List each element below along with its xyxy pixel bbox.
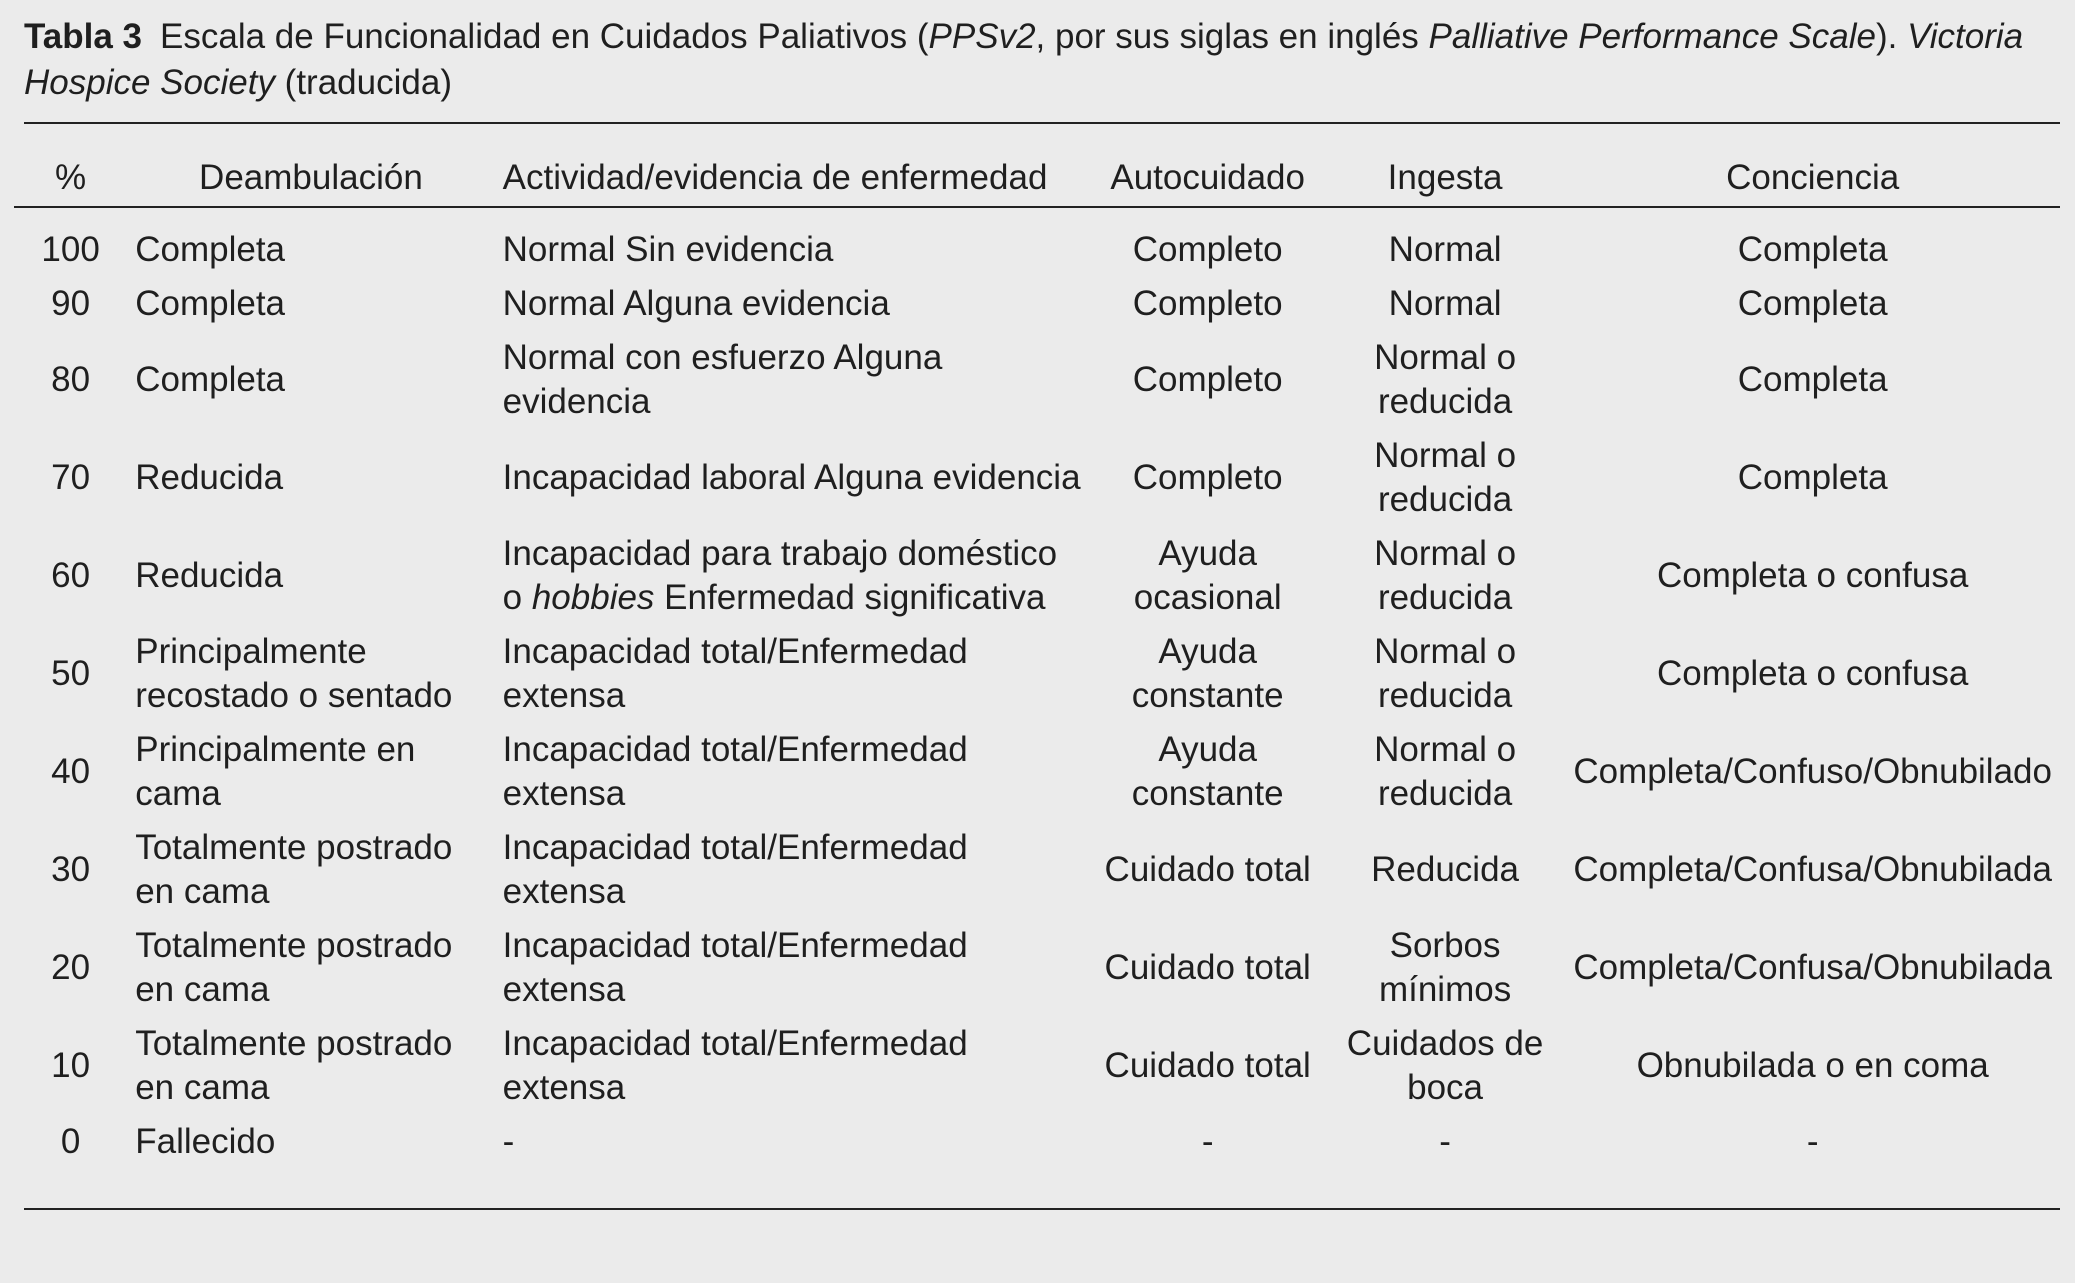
cell-autocuidado: Ayuda ocasional — [1133, 534, 1282, 617]
cell-percent: 0 — [60, 1122, 81, 1161]
cell-conciencia: Completa/Confusa/Obnubilada — [1573, 850, 2052, 889]
cell-deambulacion: Completa — [135, 360, 286, 399]
cell-autocuidado: Completo — [1132, 284, 1283, 323]
cell-percent: 90 — [51, 284, 91, 323]
cell-percent: 40 — [51, 752, 91, 791]
cell-percent: 70 — [51, 458, 91, 497]
cell-percent: 10 — [51, 1046, 91, 1085]
table-row — [14, 625, 2060, 723]
cell-conciencia: Obnubilada o en coma — [1636, 1046, 1989, 1085]
cell-ingesta: Normal o reducida — [1374, 534, 1517, 617]
table-row — [14, 208, 2060, 277]
cell-actividad: Incapacidad laboral Alguna evidencia — [502, 458, 1081, 497]
cell-ingesta: Normal o reducida — [1374, 338, 1517, 421]
cell-autocuidado: Completo — [1132, 360, 1283, 399]
header-row — [14, 148, 2060, 208]
cell-deambulacion: Completa — [135, 284, 286, 323]
cell-conciencia: Completa — [1737, 360, 1888, 399]
caption-text: ). — [1875, 17, 1908, 56]
cell-autocuidado: Cuidado total — [1104, 948, 1311, 987]
cell-actividad: Normal Sin evidencia — [502, 230, 834, 269]
cell-percent: 20 — [51, 948, 91, 987]
cell-autocuidado: Ayuda constante — [1131, 632, 1284, 715]
col-header-deambulacion: Deambulación — [199, 158, 423, 197]
cell-ingesta: Cuidados de boca — [1346, 1024, 1544, 1107]
top-rule — [24, 122, 2060, 124]
table-row — [14, 1017, 2060, 1115]
cell-actividad: Incapacidad total/Enfermedad extensa — [502, 1024, 968, 1107]
cell-autocuidado: Completo — [1132, 458, 1283, 497]
cell-conciencia: - — [1806, 1122, 1819, 1161]
cell-deambulacion: Reducida — [135, 458, 284, 497]
cell-actividad: Normal Alguna evidencia — [502, 284, 890, 323]
col-header-conciencia: Conciencia — [1726, 158, 1900, 197]
caption-text: (traducida) — [274, 63, 452, 102]
table-row — [14, 429, 2060, 527]
caption-abbreviation: PPSv2 — [928, 17, 1036, 56]
cell-deambulacion: Totalmente postrado en cama — [135, 926, 453, 1009]
cell-actividad: Normal con esfuerzo Alguna evidencia — [502, 338, 943, 421]
cell-ingesta: Normal — [1388, 230, 1502, 269]
cell-deambulacion: Principalmente en cama — [135, 730, 416, 813]
cell-percent: 100 — [41, 230, 100, 269]
cell-autocuidado: Cuidado total — [1104, 850, 1311, 889]
cell-conciencia: Completa/Confuso/Obnubilado — [1573, 752, 2052, 791]
cell-percent: 30 — [51, 850, 91, 889]
cell-autocuidado: Ayuda constante — [1131, 730, 1284, 813]
cell-deambulacion: Completa — [135, 230, 286, 269]
table-row — [14, 1115, 2060, 1169]
cell-percent: 50 — [51, 654, 91, 693]
cell-conciencia: Completa o confusa — [1657, 556, 1969, 595]
cell-actividad — [495, 527, 1091, 625]
cell-ingesta: Normal o reducida — [1374, 436, 1517, 519]
cell-actividad: Incapacidad total/Enfermedad extensa — [502, 926, 968, 1009]
cell-actividad: Incapacidad total/Enfermedad extensa — [502, 828, 968, 911]
cell-actividad: - — [502, 1122, 515, 1161]
cell-ingesta: - — [1439, 1122, 1451, 1161]
cell-deambulacion: Totalmente postrado en cama — [135, 828, 453, 911]
cell-autocuidado: Cuidado total — [1104, 1046, 1311, 1085]
cell-conciencia: Completa/Confusa/Obnubilada — [1573, 948, 2052, 987]
cell-deambulacion: Fallecido — [135, 1122, 276, 1161]
table-row — [14, 723, 2060, 821]
bottom-rule — [24, 1208, 2060, 1210]
cell-percent: 60 — [51, 556, 91, 595]
pps-table — [14, 148, 2060, 1169]
actividad-emphasis: hobbies — [531, 578, 655, 617]
caption-text: Escala de Funcionalidad en Cuidados Paliativos ( — [160, 17, 929, 56]
cell-conciencia: Completa — [1737, 230, 1888, 269]
table-row — [14, 919, 2060, 1017]
table-caption — [24, 14, 2064, 106]
cell-conciencia: Completa o confusa — [1657, 654, 1969, 693]
cell-deambulacion: Reducida — [135, 556, 284, 595]
caption-text: , por sus siglas en inglés — [1035, 17, 1429, 56]
cell-actividad: Incapacidad total/Enfermedad extensa — [502, 632, 968, 715]
cell-ingesta: Normal o reducida — [1374, 632, 1517, 715]
cell-percent: 80 — [51, 360, 91, 399]
cell-actividad: Incapacidad total/Enfermedad extensa — [502, 730, 968, 813]
table-row — [14, 277, 2060, 331]
cell-autocuidado: Completo — [1132, 230, 1283, 269]
col-header-percent: % — [55, 158, 87, 197]
cell-ingesta: Normal — [1388, 284, 1502, 323]
table-row — [14, 821, 2060, 919]
col-header-autocuidado: Autocuidado — [1110, 158, 1305, 197]
cell-ingesta: Reducida — [1371, 850, 1520, 889]
caption-english-name: Palliative Performance Scale — [1428, 17, 1876, 56]
actividad-text: Enfermedad significativa — [654, 578, 1046, 617]
table-row — [14, 331, 2060, 429]
actividad-text: Incapacidad para trabajo doméstico o — [502, 534, 1058, 617]
cell-ingesta: Normal o reducida — [1374, 730, 1517, 813]
table-row — [14, 527, 2060, 625]
col-header-actividad: Actividad/evidencia de enfermedad — [502, 158, 1048, 197]
cell-conciencia: Completa — [1737, 458, 1888, 497]
cell-deambulacion: Principalmente recostado o sentado — [135, 632, 453, 715]
cell-autocuidado: - — [1201, 1122, 1214, 1161]
table-label: Tabla 3 — [24, 17, 143, 56]
cell-conciencia: Completa — [1737, 284, 1888, 323]
cell-deambulacion: Totalmente postrado en cama — [135, 1024, 453, 1107]
col-header-ingesta: Ingesta — [1387, 158, 1503, 197]
caption-source: Victoria Hospice Society — [24, 17, 2024, 102]
cell-ingesta: Sorbos mínimos — [1378, 926, 1512, 1009]
